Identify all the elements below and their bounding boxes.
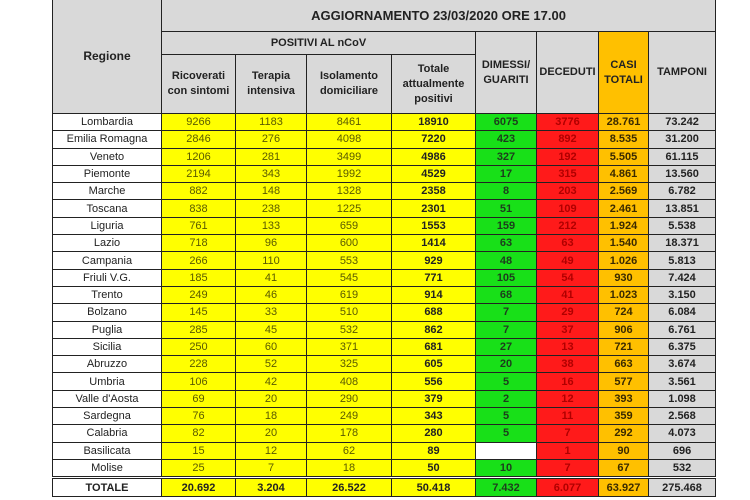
- cell-totale-positivi: 605: [392, 356, 476, 373]
- cell-terapia: 343: [236, 165, 307, 182]
- cell-tamponi: 6.761: [649, 321, 716, 338]
- cell-isolamento: 600: [307, 235, 392, 252]
- cell-dimessi: 159: [476, 217, 537, 234]
- header-tamponi: TAMPONI: [649, 32, 716, 114]
- cell-terapia: 276: [236, 131, 307, 148]
- cell-tamponi: 18.371: [649, 235, 716, 252]
- cell-totale-positivi: 1553: [392, 217, 476, 234]
- table-row: [53, 408, 716, 425]
- cell-totale-positivi: 4529: [392, 165, 476, 182]
- cell-dimessi: 7: [476, 304, 537, 321]
- header-positivi-group: POSITIVI AL nCoV: [162, 32, 476, 55]
- cell-casi-totali: 663: [599, 356, 649, 373]
- table-row: [53, 459, 716, 477]
- cell-deceduti: 16: [537, 373, 599, 390]
- cell-tamponi: 696: [649, 442, 716, 459]
- cell-ricoverati: 2194: [162, 165, 236, 182]
- table-row: [53, 235, 716, 252]
- cell-dimessi: 7: [476, 321, 537, 338]
- cell-isolamento: 178: [307, 425, 392, 442]
- cell-isolamento: 532: [307, 321, 392, 338]
- cell-deceduti: 315: [537, 165, 599, 182]
- cell-dimessi: 105: [476, 269, 537, 286]
- cell-isolamento: 1328: [307, 183, 392, 200]
- cell-casi-totali: 2.569: [599, 183, 649, 200]
- cell-ricoverati: 145: [162, 304, 236, 321]
- cell-regione: Bolzano: [53, 304, 162, 321]
- cell-regione: Toscana: [53, 200, 162, 217]
- covid-regional-table: [52, 0, 716, 497]
- cell-terapia: 1183: [236, 114, 307, 131]
- cell-casi-totali: 393: [599, 390, 649, 407]
- cell-casi-totali: 724: [599, 304, 649, 321]
- cell-terapia: 18: [236, 408, 307, 425]
- cell-tamponi: 3.674: [649, 356, 716, 373]
- cell-totale-positivi: 18910: [392, 114, 476, 131]
- cell-deceduti: 892: [537, 131, 599, 148]
- cell-isolamento: 510: [307, 304, 392, 321]
- cell-casi-totali: 1.023: [599, 286, 649, 303]
- cell-regione: Veneto: [53, 148, 162, 165]
- cell-tamponi: 532: [649, 459, 716, 477]
- cell-casi-totali: 5.505: [599, 148, 649, 165]
- table-row: [53, 321, 716, 338]
- table-row-totale: [53, 478, 716, 497]
- cell-regione: Basilicata: [53, 442, 162, 459]
- cell-deceduti: 29: [537, 304, 599, 321]
- cell-isolamento: 8461: [307, 114, 392, 131]
- cell-tamponi: 6.375: [649, 338, 716, 355]
- table-row: [53, 183, 716, 200]
- cell-totale-positivi: 280: [392, 425, 476, 442]
- cell-deceduti: 192: [537, 148, 599, 165]
- cell-totale-positivi: 89: [392, 442, 476, 459]
- cell-totale-positivi: 862: [392, 321, 476, 338]
- cell-casi-totali: 8.535: [599, 131, 649, 148]
- header-dimessi: DIMESSI/ GUARITI: [476, 32, 537, 114]
- cell-totale-positivi: 4986: [392, 148, 476, 165]
- cell-casi-totali: 721: [599, 338, 649, 355]
- cell-isolamento: 408: [307, 373, 392, 390]
- cell-regione: Sardegna: [53, 408, 162, 425]
- cell-totale-positivi: 688: [392, 304, 476, 321]
- cell-dimessi: 7.432: [476, 478, 537, 497]
- cell-deceduti: 6.077: [537, 478, 599, 497]
- cell-tamponi: 3.150: [649, 286, 716, 303]
- table-row: [53, 148, 716, 165]
- cell-isolamento: 619: [307, 286, 392, 303]
- cell-casi-totali: 67: [599, 459, 649, 477]
- cell-isolamento: 1225: [307, 200, 392, 217]
- cell-dimessi: 63: [476, 235, 537, 252]
- cell-isolamento: 4098: [307, 131, 392, 148]
- cell-ricoverati: 718: [162, 235, 236, 252]
- cell-terapia: 46: [236, 286, 307, 303]
- cell-casi-totali: 577: [599, 373, 649, 390]
- cell-tamponi: 31.200: [649, 131, 716, 148]
- cell-regione: Valle d'Aosta: [53, 390, 162, 407]
- cell-isolamento: 26.522: [307, 478, 392, 497]
- cell-isolamento: 3499: [307, 148, 392, 165]
- cell-casi-totali: 292: [599, 425, 649, 442]
- cell-isolamento: 659: [307, 217, 392, 234]
- cell-isolamento: 290: [307, 390, 392, 407]
- cell-casi-totali: 930: [599, 269, 649, 286]
- cell-deceduti: 13: [537, 338, 599, 355]
- covid-regional-table-container: [52, 0, 716, 497]
- header-deceduti: DECEDUTI: [537, 32, 599, 114]
- cell-terapia: 3.204: [236, 478, 307, 497]
- cell-ricoverati: 9266: [162, 114, 236, 131]
- table-row: [53, 425, 716, 442]
- cell-tamponi: 5.538: [649, 217, 716, 234]
- table-row: [53, 286, 716, 303]
- table-body: [53, 114, 716, 497]
- cell-totale-positivi: 50: [392, 459, 476, 477]
- cell-regione: Puglia: [53, 321, 162, 338]
- cell-deceduti: 7: [537, 459, 599, 477]
- cell-terapia: 148: [236, 183, 307, 200]
- table-row: [53, 442, 716, 459]
- cell-dimessi: 10: [476, 459, 537, 477]
- cell-dimessi: 8: [476, 183, 537, 200]
- cell-isolamento: 553: [307, 252, 392, 269]
- cell-dimessi: 48: [476, 252, 537, 269]
- table-row: [53, 373, 716, 390]
- cell-regione: Sicilia: [53, 338, 162, 355]
- cell-ricoverati: 15: [162, 442, 236, 459]
- cell-dimessi: 5: [476, 408, 537, 425]
- cell-terapia: 96: [236, 235, 307, 252]
- cell-ricoverati: 285: [162, 321, 236, 338]
- cell-ricoverati: 266: [162, 252, 236, 269]
- cell-ricoverati: 1206: [162, 148, 236, 165]
- cell-casi-totali: 28.761: [599, 114, 649, 131]
- cell-regione: Lombardia: [53, 114, 162, 131]
- cell-totale-positivi: 2358: [392, 183, 476, 200]
- table-row: [53, 304, 716, 321]
- table-title: AGGIORNAMENTO 23/03/2020 ORE 17.00: [162, 0, 716, 32]
- header-regione: Regione: [53, 0, 162, 114]
- cell-deceduti: 63: [537, 235, 599, 252]
- cell-dimessi: 20: [476, 356, 537, 373]
- cell-regione: Umbria: [53, 373, 162, 390]
- cell-totale-positivi: 2301: [392, 200, 476, 217]
- cell-terapia: 33: [236, 304, 307, 321]
- cell-deceduti: 212: [537, 217, 599, 234]
- cell-deceduti: 37: [537, 321, 599, 338]
- table-row: [53, 114, 716, 131]
- table-row: [53, 131, 716, 148]
- cell-dimessi: 5: [476, 373, 537, 390]
- cell-terapia: 12: [236, 442, 307, 459]
- cell-deceduti: 3776: [537, 114, 599, 131]
- table-row: [53, 338, 716, 355]
- cell-totale-positivi: 681: [392, 338, 476, 355]
- table-row: [53, 390, 716, 407]
- cell-isolamento: 371: [307, 338, 392, 355]
- cell-ricoverati: 882: [162, 183, 236, 200]
- cell-terapia: 238: [236, 200, 307, 217]
- cell-regione: Campania: [53, 252, 162, 269]
- cell-casi-totali: 1.026: [599, 252, 649, 269]
- cell-totale-positivi: 556: [392, 373, 476, 390]
- cell-tamponi: 6.782: [649, 183, 716, 200]
- cell-regione: Piemonte: [53, 165, 162, 182]
- cell-regione: TOTALE: [53, 478, 162, 497]
- cell-ricoverati: 82: [162, 425, 236, 442]
- cell-ricoverati: 228: [162, 356, 236, 373]
- cell-ricoverati: 185: [162, 269, 236, 286]
- table-row: [53, 217, 716, 234]
- cell-dimessi: 5: [476, 425, 537, 442]
- cell-casi-totali: 1.924: [599, 217, 649, 234]
- cell-casi-totali: 2.461: [599, 200, 649, 217]
- cell-terapia: 60: [236, 338, 307, 355]
- cell-dimessi: 68: [476, 286, 537, 303]
- cell-tamponi: 73.242: [649, 114, 716, 131]
- table-row: [53, 165, 716, 182]
- header-totale-positivi: Totale attualmente positivi: [392, 55, 476, 114]
- cell-casi-totali: 906: [599, 321, 649, 338]
- cell-totale-positivi: 929: [392, 252, 476, 269]
- table-row: [53, 356, 716, 373]
- cell-dimessi: 2: [476, 390, 537, 407]
- cell-ricoverati: 250: [162, 338, 236, 355]
- cell-tamponi: 7.424: [649, 269, 716, 286]
- cell-ricoverati: 25: [162, 459, 236, 477]
- cell-isolamento: 545: [307, 269, 392, 286]
- cell-casi-totali: 4.861: [599, 165, 649, 182]
- cell-regione: Lazio: [53, 235, 162, 252]
- cell-ricoverati: 20.692: [162, 478, 236, 497]
- cell-totale-positivi: 343: [392, 408, 476, 425]
- header-isolamento: Isolamento domiciliare: [307, 55, 392, 114]
- cell-regione: Liguria: [53, 217, 162, 234]
- cell-terapia: 52: [236, 356, 307, 373]
- table-row: [53, 252, 716, 269]
- cell-casi-totali: 63.927: [599, 478, 649, 497]
- cell-tamponi: 3.561: [649, 373, 716, 390]
- cell-terapia: 20: [236, 425, 307, 442]
- cell-terapia: 20: [236, 390, 307, 407]
- cell-isolamento: 1992: [307, 165, 392, 182]
- cell-isolamento: 62: [307, 442, 392, 459]
- cell-terapia: 133: [236, 217, 307, 234]
- cell-totale-positivi: 7220: [392, 131, 476, 148]
- cell-isolamento: 325: [307, 356, 392, 373]
- cell-dimessi: [476, 442, 537, 459]
- cell-regione: Abruzzo: [53, 356, 162, 373]
- cell-dimessi: 17: [476, 165, 537, 182]
- cell-tamponi: 1.098: [649, 390, 716, 407]
- header-terapia: Terapia intensiva: [236, 55, 307, 114]
- cell-dimessi: 423: [476, 131, 537, 148]
- cell-terapia: 281: [236, 148, 307, 165]
- cell-tamponi: 6.084: [649, 304, 716, 321]
- cell-terapia: 42: [236, 373, 307, 390]
- cell-deceduti: 54: [537, 269, 599, 286]
- cell-dimessi: 6075: [476, 114, 537, 131]
- cell-tamponi: 13.560: [649, 165, 716, 182]
- cell-tamponi: 2.568: [649, 408, 716, 425]
- cell-ricoverati: 2846: [162, 131, 236, 148]
- cell-isolamento: 18: [307, 459, 392, 477]
- cell-deceduti: 41: [537, 286, 599, 303]
- cell-casi-totali: 1.540: [599, 235, 649, 252]
- table-row: [53, 200, 716, 217]
- cell-regione: Friuli V.G.: [53, 269, 162, 286]
- cell-totale-positivi: 379: [392, 390, 476, 407]
- cell-regione: Molise: [53, 459, 162, 477]
- cell-ricoverati: 76: [162, 408, 236, 425]
- cell-deceduti: 1: [537, 442, 599, 459]
- cell-ricoverati: 249: [162, 286, 236, 303]
- cell-regione: Emilia Romagna: [53, 131, 162, 148]
- cell-dimessi: 327: [476, 148, 537, 165]
- cell-totale-positivi: 50.418: [392, 478, 476, 497]
- cell-tamponi: 4.073: [649, 425, 716, 442]
- header-casi-totali: CASI TOTALI: [599, 32, 649, 114]
- cell-tamponi: 5.813: [649, 252, 716, 269]
- cell-tamponi: 61.115: [649, 148, 716, 165]
- cell-terapia: 41: [236, 269, 307, 286]
- cell-totale-positivi: 914: [392, 286, 476, 303]
- cell-deceduti: 11: [537, 408, 599, 425]
- cell-casi-totali: 359: [599, 408, 649, 425]
- cell-casi-totali: 90: [599, 442, 649, 459]
- cell-deceduti: 38: [537, 356, 599, 373]
- cell-deceduti: 203: [537, 183, 599, 200]
- cell-ricoverati: 69: [162, 390, 236, 407]
- cell-terapia: 45: [236, 321, 307, 338]
- cell-ricoverati: 838: [162, 200, 236, 217]
- cell-terapia: 110: [236, 252, 307, 269]
- cell-deceduti: 12: [537, 390, 599, 407]
- cell-deceduti: 7: [537, 425, 599, 442]
- cell-ricoverati: 761: [162, 217, 236, 234]
- cell-ricoverati: 106: [162, 373, 236, 390]
- cell-regione: Marche: [53, 183, 162, 200]
- cell-dimessi: 51: [476, 200, 537, 217]
- cell-regione: Calabria: [53, 425, 162, 442]
- cell-regione: Trento: [53, 286, 162, 303]
- cell-dimessi: 27: [476, 338, 537, 355]
- table-row: [53, 269, 716, 286]
- cell-deceduti: 49: [537, 252, 599, 269]
- cell-tamponi: 13.851: [649, 200, 716, 217]
- cell-tamponi: 275.468: [649, 478, 716, 497]
- cell-totale-positivi: 771: [392, 269, 476, 286]
- cell-totale-positivi: 1414: [392, 235, 476, 252]
- cell-isolamento: 249: [307, 408, 392, 425]
- cell-deceduti: 109: [537, 200, 599, 217]
- header-ricoverati: Ricoverati con sintomi: [162, 55, 236, 114]
- cell-terapia: 7: [236, 459, 307, 477]
